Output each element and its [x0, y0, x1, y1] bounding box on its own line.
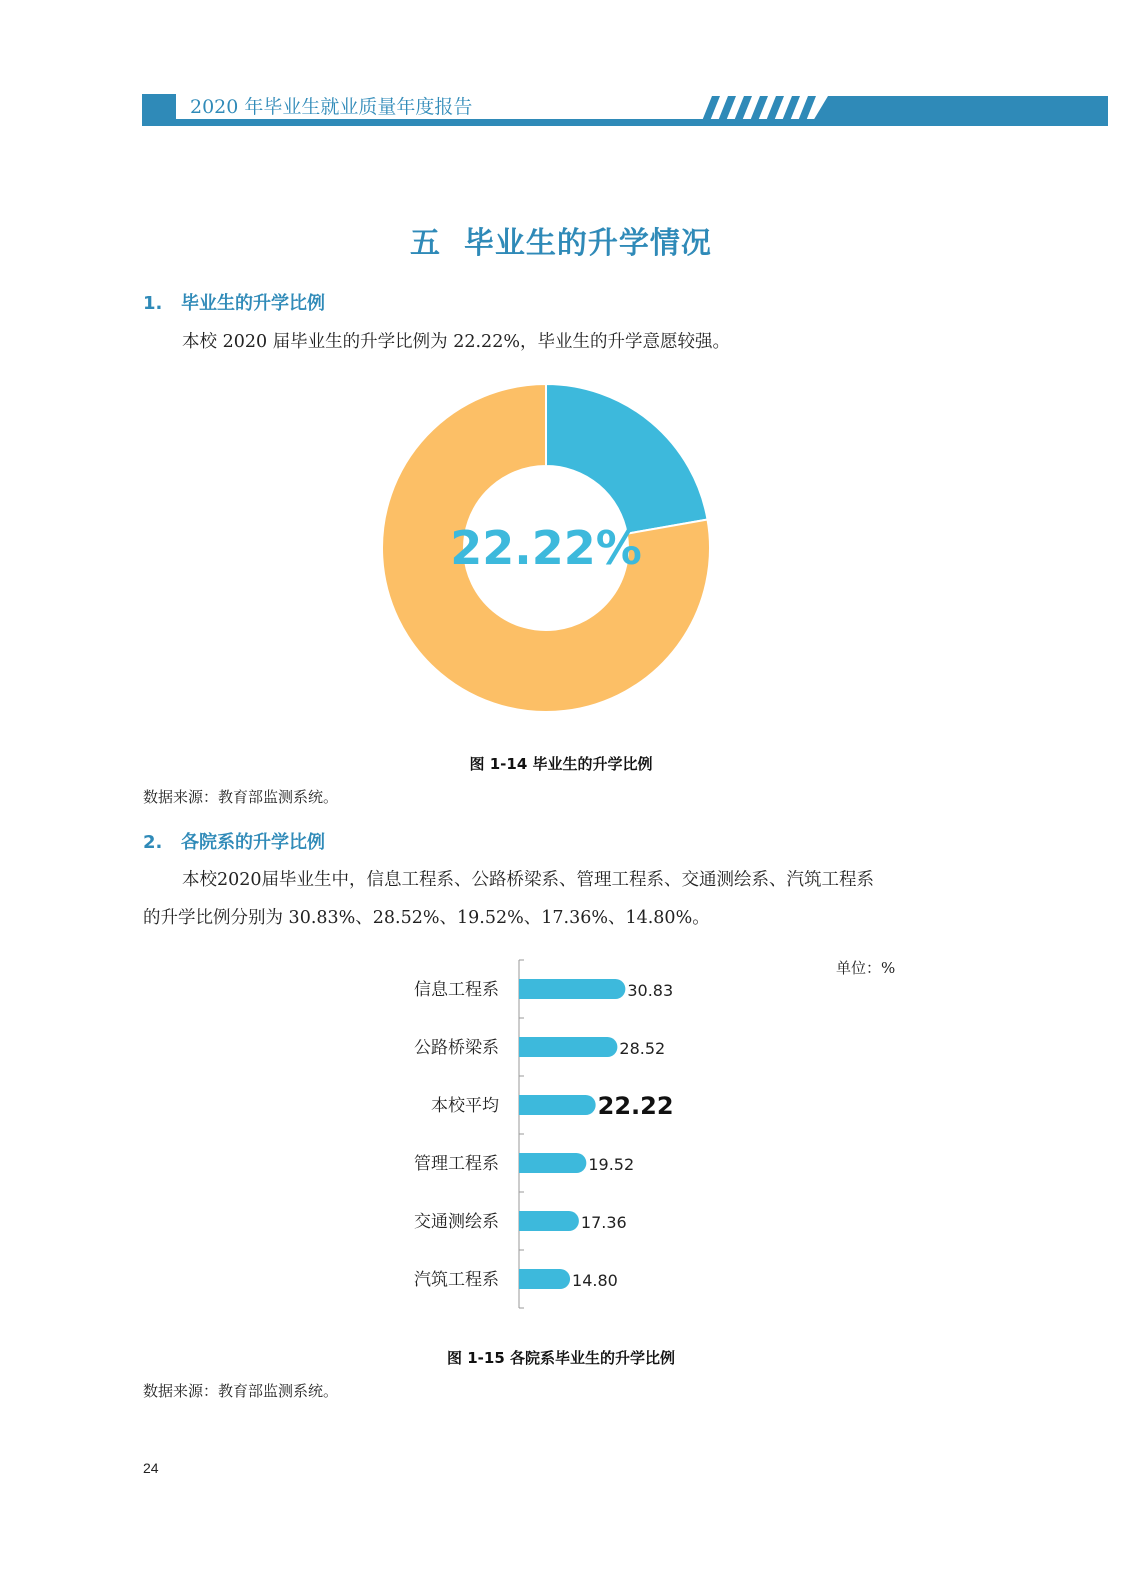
subheading-text: 各院系的升学比例: [181, 832, 325, 853]
subheading-1: [143, 289, 325, 315]
donut-center-label: 22.22%: [450, 521, 642, 575]
paragraph-2-line-2: 的升学比例分别为 30.83%、28.52%、19.52%、17.36%、14.80%。: [143, 908, 710, 928]
bar-3: [519, 1153, 586, 1173]
subheading-number: 2.: [143, 832, 163, 853]
bar-2: [519, 1095, 596, 1115]
category-label: 汽筑工程系: [414, 1270, 499, 1290]
unit-label: 单位：%: [836, 959, 896, 977]
figure-caption-1: 图 1-14 毕业生的升学比例: [469, 755, 653, 773]
bar-base-1: [519, 1037, 529, 1057]
data-source-1: 数据来源：教育部监测系统。: [143, 788, 339, 806]
report-title: 2020 年毕业生就业质量年度报告: [190, 96, 473, 118]
bar-base-0: [519, 979, 529, 999]
data-source-2: 数据来源：教育部监测系统。: [143, 1382, 339, 1400]
bar-0: [519, 979, 625, 999]
bar-chart: [380, 950, 940, 1310]
bar-base-2: [519, 1095, 529, 1115]
bar-value-label: 28.52: [619, 1039, 666, 1058]
donut-chart: [380, 382, 712, 714]
figure-caption-2: 图 1-15 各院系毕业生的升学比例: [447, 1349, 675, 1367]
bar-value-label: 30.83: [627, 981, 674, 1000]
category-label: 公路桥梁系: [414, 1038, 499, 1058]
subheading-number: 1.: [143, 293, 163, 314]
bar-value-label: 19.52: [588, 1155, 635, 1174]
category-label: 交通测绘系: [414, 1212, 499, 1232]
donut-slice-0: [546, 384, 708, 534]
category-label: 管理工程系: [414, 1154, 499, 1174]
section-title: 五 毕业生的升学情况: [410, 226, 712, 261]
page-number: 24: [143, 1460, 159, 1476]
paragraph-1: 本校 2020 届毕业生的升学比例为 22.22%，毕业生的升学意愿较强。: [182, 332, 730, 352]
subheading-text: 毕业生的升学比例: [181, 293, 325, 314]
bar-1: [519, 1037, 617, 1057]
header-stripe-decoration: [700, 96, 1108, 126]
bar-base-4: [519, 1211, 529, 1231]
subheading-2: [143, 828, 325, 854]
bar-base-3: [519, 1153, 529, 1173]
bar-value-label: 17.36: [580, 1213, 627, 1232]
bar-base-5: [519, 1269, 529, 1289]
category-label: 信息工程系: [414, 980, 499, 1000]
category-label: 本校平均: [431, 1096, 499, 1116]
bar-value-label: 22.22: [597, 1092, 674, 1120]
paragraph-2-line-1: 本校2020届毕业生中，信息工程系、公路桥梁系、管理工程系、交通测绘系、汽筑工程系: [182, 870, 875, 890]
bar-value-label: 14.80: [572, 1271, 618, 1290]
